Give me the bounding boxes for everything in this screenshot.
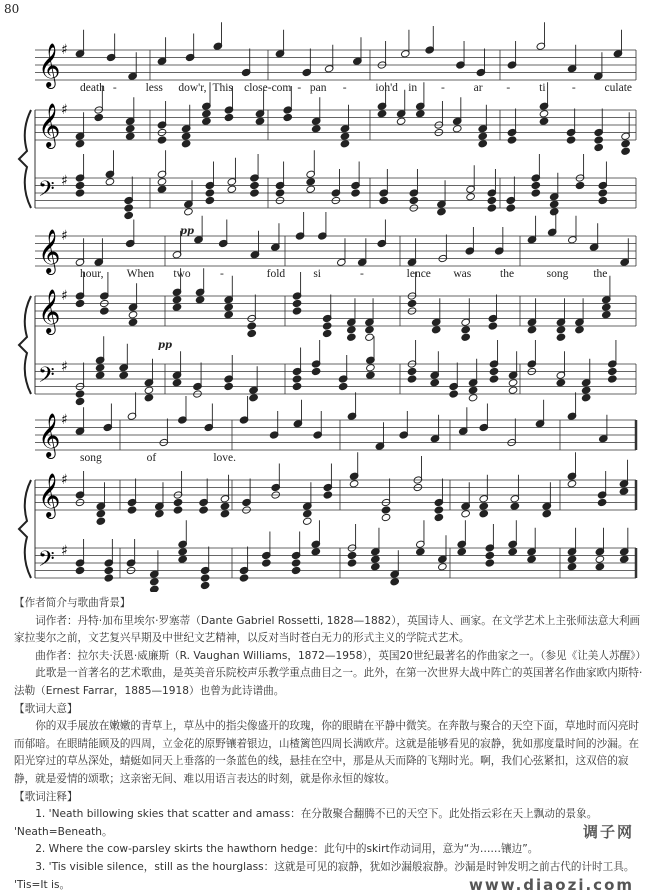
lyric-syllable: When xyxy=(126,268,155,280)
notehead xyxy=(407,299,417,307)
watermark-url: www.diaozi.com xyxy=(468,875,634,892)
notehead xyxy=(227,185,237,193)
notehead xyxy=(94,113,104,121)
notehead xyxy=(539,110,549,118)
notehead xyxy=(366,364,376,372)
notehead xyxy=(381,506,391,514)
note: 1. 'Neath billowing skies that scatter and amass：在分散聚合翻腾不已的天空下。此处指云彩在天上飘动的景象。 xyxy=(35,808,598,821)
lyric-syllable: of xyxy=(146,452,157,464)
lyric-syllable: ti xyxy=(539,82,546,94)
lyric-syllable: in xyxy=(408,82,418,94)
notehead xyxy=(181,132,191,140)
notehead xyxy=(581,386,591,394)
notehead xyxy=(347,333,357,341)
notehead xyxy=(75,189,85,197)
notehead xyxy=(340,132,350,140)
notehead xyxy=(575,181,585,189)
lyric-syllable: two xyxy=(173,268,191,280)
notehead xyxy=(461,333,471,341)
notehead xyxy=(452,125,462,133)
notehead xyxy=(437,208,447,216)
page-number: 80 xyxy=(4,2,20,16)
lyric-syllable: culate xyxy=(604,82,632,94)
notehead xyxy=(105,178,115,186)
notehead xyxy=(567,480,577,488)
paragraph: 你的双手展放在嫩嫩的青草上，草丛中的指尖像盛开的玫瑰，你的眼睛在平静中微笑。在奔散与聚合的天空下面，草地时而闪亮时而郁暗。在眼睛能顾及的四周，立金花的原野镶着银边，山楂篱笆四周长满欧芹。这就是能够看见的寂静，犹如那度量时间的沙漏。在阳光穿过的草丛深处，蜻蜓如同天上垂落的一条蓝色的线，悬挂在空中，那是从天而降的飞翔时光。啊，我们心弦紧扣，这双倍的寂静，就是爱情的颂歌；这亲密无间、难以用语言表达的时刻，就是你永恒的嫁妆。 xyxy=(14,720,640,785)
notehead xyxy=(178,548,188,556)
lyric-syllable: song xyxy=(80,452,102,464)
bass-clef: 𝄢 xyxy=(38,363,55,393)
notehead xyxy=(508,548,518,556)
notehead xyxy=(262,559,272,567)
note: 'Neath=Beneath。 xyxy=(14,825,113,838)
notehead xyxy=(531,189,541,197)
notehead xyxy=(506,204,516,212)
notehead xyxy=(95,371,105,379)
notehead xyxy=(438,563,448,571)
notehead xyxy=(619,555,629,563)
notehead xyxy=(416,548,426,556)
lyric-syllable: the xyxy=(593,268,608,280)
treble-clef: 𝄞 xyxy=(38,229,61,273)
notehead xyxy=(366,371,376,379)
notehead xyxy=(202,110,212,118)
notehead xyxy=(224,113,234,121)
key-signature-sharp: ♯ xyxy=(61,173,68,189)
note: 2. Where the cow-parsley skirts the hawthorn hedge：此句中的skirt作动词用，意为“为……镶边”。 xyxy=(35,843,539,856)
notehead xyxy=(150,578,160,586)
notehead xyxy=(178,555,188,563)
notehead xyxy=(479,510,489,518)
notehead xyxy=(172,296,182,304)
paragraph: 曲作者：拉尔夫·沃恩·威廉斯（R. Vaughan Williams，1872—1958），英国20世纪最著名的作曲家之一。（参见《让美人苏醒》） xyxy=(35,649,647,662)
notehead xyxy=(306,185,316,193)
notehead xyxy=(96,517,106,525)
notehead xyxy=(556,326,566,334)
notehead xyxy=(461,510,471,518)
notehead xyxy=(594,143,604,151)
notehead xyxy=(457,548,467,556)
lyric-syllable: - xyxy=(297,82,302,94)
lyric-syllable: - xyxy=(360,268,364,280)
notehead xyxy=(75,566,85,574)
notehead xyxy=(224,303,234,311)
treble-clef: 𝄞 xyxy=(38,413,61,457)
notehead xyxy=(247,322,257,330)
notehead xyxy=(508,379,518,387)
notehead xyxy=(619,487,629,495)
notehead xyxy=(489,367,499,375)
note-line xyxy=(14,824,644,842)
notehead xyxy=(608,375,618,383)
lyric-syllable: pan xyxy=(309,82,327,94)
notehead xyxy=(338,382,348,390)
notehead xyxy=(595,555,605,563)
notehead xyxy=(323,491,333,499)
notehead xyxy=(431,326,441,334)
lyric-syllable: close-com xyxy=(244,82,292,94)
notehead xyxy=(104,574,114,582)
lyric-syllable: the xyxy=(500,268,515,280)
notehead xyxy=(75,140,85,148)
notehead xyxy=(468,394,478,402)
notehead xyxy=(205,189,215,197)
key-signature-sharp: ♯ xyxy=(61,42,68,58)
lyric-syllable: song xyxy=(546,268,569,280)
key-signature-sharp: ♯ xyxy=(61,412,68,428)
notehead xyxy=(128,311,138,319)
notehead xyxy=(416,110,426,118)
notehead xyxy=(434,506,444,514)
notehead xyxy=(510,502,520,510)
lyric-syllable: lence xyxy=(406,268,431,280)
notehead xyxy=(485,559,495,567)
notehead xyxy=(527,326,537,334)
notehead xyxy=(349,480,359,488)
treble-clef: 𝄞 xyxy=(38,103,61,147)
notehead xyxy=(303,510,313,518)
notehead xyxy=(621,140,631,148)
notehead xyxy=(95,364,105,372)
lyric-syllable: death xyxy=(80,82,105,94)
key-signature-sharp: ♯ xyxy=(61,228,68,244)
notehead xyxy=(468,386,478,394)
notehead xyxy=(379,196,389,204)
notehead xyxy=(488,322,498,330)
notehead xyxy=(371,563,381,571)
notehead xyxy=(173,506,183,514)
notehead xyxy=(407,367,417,375)
notehead xyxy=(575,326,585,334)
notehead xyxy=(75,299,85,307)
notehead xyxy=(602,303,612,311)
notehead xyxy=(100,307,110,315)
notehead xyxy=(449,390,459,398)
notehead xyxy=(250,181,260,189)
notehead xyxy=(125,132,135,140)
lyric-syllable: - xyxy=(112,82,117,94)
lyric-syllable: This xyxy=(212,82,233,94)
lyric-syllable: - xyxy=(342,82,347,94)
notehead xyxy=(172,379,182,387)
notehead xyxy=(608,367,618,375)
notehead xyxy=(224,311,234,319)
notehead xyxy=(124,204,134,212)
notehead xyxy=(75,397,85,405)
article-text xyxy=(14,595,647,892)
notehead xyxy=(347,551,357,559)
lyric-syllable: ar xyxy=(473,82,483,94)
piano-brace xyxy=(19,110,31,208)
notehead xyxy=(322,329,332,337)
notehead xyxy=(173,498,183,506)
notehead xyxy=(371,555,381,563)
notehead xyxy=(172,303,182,311)
section-heading: 【歌词注释】 xyxy=(14,790,78,803)
notehead xyxy=(478,132,488,140)
notehead xyxy=(249,394,259,402)
notehead xyxy=(485,551,495,559)
lyric-syllable: si xyxy=(313,268,321,280)
key-signature-sharp: ♯ xyxy=(61,102,68,118)
notehead xyxy=(195,296,205,304)
notehead xyxy=(157,178,167,186)
treble-clef: 𝄞 xyxy=(38,473,61,517)
notehead xyxy=(250,189,260,197)
lyric-syllable: was xyxy=(453,268,472,280)
treble-clef: 𝄞 xyxy=(38,43,61,87)
notehead xyxy=(595,563,605,571)
lyric-syllable: - xyxy=(571,82,576,94)
notehead xyxy=(155,510,165,518)
lyric-syllable: - xyxy=(220,268,224,280)
watermark-name: 调子网 xyxy=(582,822,634,841)
bass-clef: 𝄢 xyxy=(38,177,55,207)
note-line xyxy=(14,877,644,892)
notehead xyxy=(150,585,160,592)
notehead xyxy=(311,125,321,133)
notehead xyxy=(291,566,301,574)
notehead xyxy=(322,322,332,330)
notehead xyxy=(478,140,488,148)
notehead xyxy=(508,386,518,394)
notehead xyxy=(311,367,321,375)
notehead xyxy=(549,200,559,208)
notehead xyxy=(549,208,559,216)
notehead xyxy=(434,513,444,521)
notehead xyxy=(347,559,357,567)
notehead xyxy=(487,204,497,212)
notehead xyxy=(539,117,549,125)
notehead xyxy=(224,382,234,390)
notehead xyxy=(144,386,154,394)
notehead xyxy=(340,140,350,148)
notehead xyxy=(377,110,387,118)
notehead xyxy=(220,502,230,510)
dynamic-marking: pp xyxy=(158,340,172,351)
notehead xyxy=(527,555,537,563)
lyric-syllable: hour, xyxy=(80,268,104,280)
notehead xyxy=(567,563,577,571)
notehead xyxy=(597,498,607,506)
notehead xyxy=(199,506,209,514)
bass-clef: 𝄢 xyxy=(38,547,55,577)
notehead xyxy=(430,379,440,387)
notehead xyxy=(96,510,106,518)
notehead xyxy=(200,581,210,589)
notehead xyxy=(556,379,566,387)
notehead xyxy=(306,178,316,186)
notehead xyxy=(292,382,302,390)
note: 3. 'Tis visible silence，still as the hourglass：这就是可见的寂静，犹如沙漏般寂静。沙漏是时钟发明之前古代的计时工具。 xyxy=(35,860,635,873)
notehead xyxy=(489,375,499,383)
notehead xyxy=(381,513,391,521)
notehead xyxy=(602,311,612,319)
notehead xyxy=(407,375,417,383)
lyric-syllable: fold xyxy=(266,268,286,280)
key-signature-sharp: ♯ xyxy=(61,359,68,375)
lyric-syllable: - xyxy=(506,82,511,94)
notehead xyxy=(202,117,212,125)
notehead xyxy=(556,333,566,341)
notehead xyxy=(128,318,138,326)
section-heading: 【作者简介与歌曲背景】 xyxy=(14,597,131,609)
treble-clef: 𝄞 xyxy=(38,289,61,333)
notehead xyxy=(351,189,361,197)
notehead xyxy=(461,326,471,334)
paragraph: 词作者：丹特·加布里埃尔·罗塞蒂（Dante Gabriel Rossetti, 1828—1882），英国诗人、画家。在文学艺术上主张师法意大利画家拉斐尔之前，文艺复兴早期及中世纪文艺精神，以反对当时苍白无力的形式主义的学院式艺术。 xyxy=(14,614,641,645)
notehead xyxy=(184,208,194,216)
notehead xyxy=(200,574,210,582)
notehead xyxy=(542,510,552,518)
paragraph: 此歌是一首著名的艺术歌曲，是英美音乐院校声乐教学重点曲目之一。此外，在第一次世界大战中阵亡的英国著名作曲家欧内斯特·法勒（Ernest Farrar，1885—1918）也曾为此诗谱曲。 xyxy=(14,667,643,697)
lyric-syllable: less xyxy=(145,82,163,94)
notehead xyxy=(247,329,257,337)
notehead xyxy=(125,125,135,133)
notehead xyxy=(479,502,489,510)
notehead xyxy=(566,136,576,144)
key-signature-sharp: ♯ xyxy=(61,472,68,488)
notehead xyxy=(621,147,631,155)
notehead xyxy=(594,136,604,144)
notehead xyxy=(311,548,321,556)
notehead xyxy=(275,189,285,197)
lyric-syllable: love. xyxy=(213,452,237,464)
notehead xyxy=(409,196,419,204)
notehead xyxy=(487,196,497,204)
notehead xyxy=(127,506,137,514)
notehead xyxy=(124,211,134,219)
notehead xyxy=(466,193,476,201)
notehead xyxy=(239,574,249,582)
notehead xyxy=(292,375,302,383)
notehead xyxy=(507,136,517,144)
notehead xyxy=(390,578,400,586)
notehead xyxy=(396,117,406,125)
notehead xyxy=(255,117,265,125)
notehead xyxy=(283,113,293,121)
notehead xyxy=(531,181,541,189)
notehead xyxy=(365,326,375,334)
piano-brace xyxy=(19,480,31,578)
lyric-syllable: - xyxy=(440,82,445,94)
notehead xyxy=(581,394,591,402)
notehead xyxy=(303,517,313,525)
notehead xyxy=(291,559,301,567)
notehead xyxy=(598,189,608,197)
notehead xyxy=(75,181,85,189)
notehead xyxy=(181,140,191,148)
notehead xyxy=(292,307,302,315)
notehead xyxy=(567,555,577,563)
lyric-syllable: ion'd xyxy=(375,82,398,94)
notehead xyxy=(365,333,375,341)
dynamic-marking: pp xyxy=(180,226,194,237)
notehead xyxy=(104,566,114,574)
notehead xyxy=(347,326,357,334)
notehead xyxy=(220,510,230,518)
piano-brace xyxy=(19,296,31,394)
notehead xyxy=(205,196,215,204)
note: 'Tis=It is。 xyxy=(14,878,71,891)
section-heading: 【歌词大意】 xyxy=(14,702,78,715)
key-signature-sharp: ♯ xyxy=(61,288,68,304)
notehead xyxy=(119,371,129,379)
lyric-syllable: dow'r, xyxy=(178,82,207,94)
notehead xyxy=(598,196,608,204)
key-signature-sharp: ♯ xyxy=(61,543,68,559)
notehead xyxy=(292,299,302,307)
notehead xyxy=(157,136,167,144)
notehead xyxy=(144,394,154,402)
notehead xyxy=(75,390,85,398)
notehead xyxy=(157,185,167,193)
